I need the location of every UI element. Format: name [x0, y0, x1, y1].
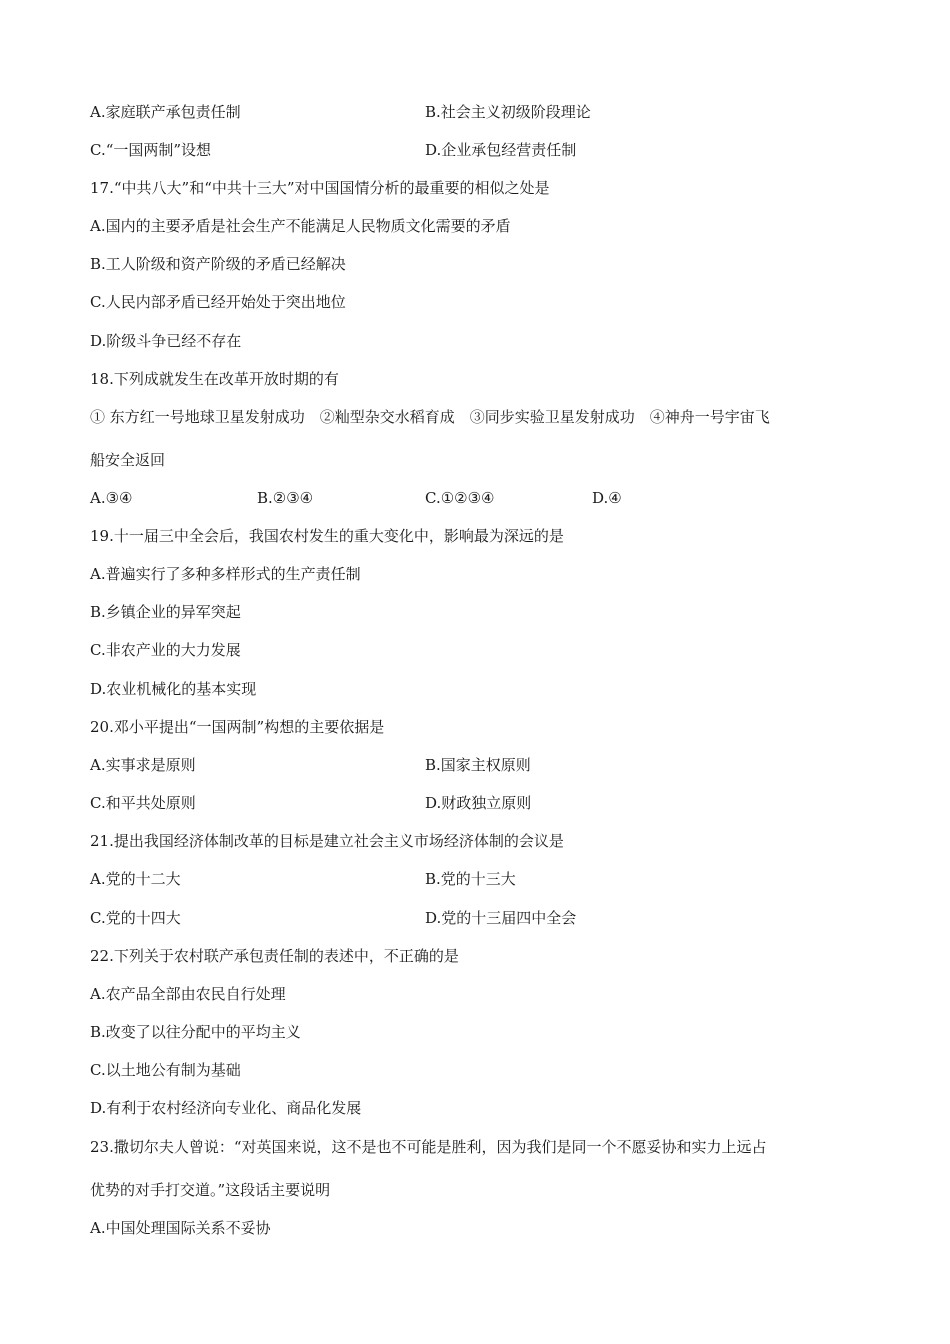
q18-items-line1: ① 东方红一号地球卫星发射成功 ②籼型杂交水稻育成 ③同步实验卫星发射成功 ④神舟一号宇宙飞 — [90, 408, 770, 426]
q18-stem: 18.下列成就发生在改革开放时期的有 — [90, 370, 339, 388]
q18-option-a: A.③④ — [90, 489, 133, 507]
q21-option-d: D.党的十三届四中全会 — [425, 909, 577, 927]
q17-option-d: D.阶级斗争已经不存在 — [90, 332, 242, 350]
q18-option-d: D.④ — [592, 489, 622, 507]
q20-stem: 20.邓小平提出“一国两制”构想的主要依据是 — [90, 718, 385, 736]
q21-option-b: B.党的十三大 — [425, 870, 516, 888]
q16-option-b: B.社会主义初级阶段理论 — [425, 103, 591, 121]
q22-option-d: D.有利于农村经济向专业化、商品化发展 — [90, 1099, 362, 1117]
q19-option-d: D.农业机械化的基本实现 — [90, 680, 257, 698]
q18-option-b: B.②③④ — [257, 489, 314, 507]
q17-stem: 17.“中共八大”和“中共十三大”对中国国情分析的最重要的相似之处是 — [90, 179, 550, 197]
q23-option-a: A.中国处理国际关系不妥协 — [90, 1219, 271, 1237]
q17-option-a: A.国内的主要矛盾是社会生产不能满足人民物质文化需要的矛盾 — [90, 217, 511, 235]
q19-stem: 19.十一届三中全会后，我国农村发生的重大变化中，影响最为深远的是 — [90, 527, 564, 545]
q20-option-a: A.实事求是原则 — [90, 756, 196, 774]
q23-stem-line2: 优势的对手打交道。”这段话主要说明 — [90, 1181, 331, 1199]
q18-option-c: C.①②③④ — [425, 489, 495, 507]
q19-option-a: A.普遍实行了多种多样形式的生产责任制 — [90, 565, 361, 583]
q18-items-line2: 船安全返回 — [90, 451, 166, 469]
q20-option-d: D.财政独立原则 — [425, 794, 532, 812]
q22-option-c: C.以土地公有制为基础 — [90, 1061, 241, 1079]
q22-stem: 22.下列关于农村联产承包责任制的表述中，不正确的是 — [90, 947, 459, 965]
q19-option-c: C.非农产业的大力发展 — [90, 641, 241, 659]
q20-option-b: B.国家主权原则 — [425, 756, 531, 774]
q19-option-b: B.乡镇企业的异军突起 — [90, 603, 241, 621]
q16-option-c: C.“一国两制”设想 — [90, 141, 212, 159]
q16-option-a: A.家庭联产承包责任制 — [90, 103, 241, 121]
q20-option-c: C.和平共处原则 — [90, 794, 196, 812]
q21-stem: 21.提出我国经济体制改革的目标是建立社会主义市场经济体制的会议是 — [90, 832, 564, 850]
q23-stem-line1: 23.撒切尔夫人曾说：“对英国来说，这不是也不可能是胜利，因为我们是同一个不愿妥协和实力上远占 — [90, 1138, 767, 1156]
q17-option-c: C.人民内部矛盾已经开始处于突出地位 — [90, 293, 346, 311]
q21-option-a: A.党的十二大 — [90, 870, 181, 888]
q17-option-b: B.工人阶级和资产阶级的矛盾已经解决 — [90, 255, 346, 273]
q21-option-c: C.党的十四大 — [90, 909, 181, 927]
q22-option-b: B.改变了以往分配中的平均主义 — [90, 1023, 301, 1041]
q22-option-a: A.农产品全部由农民自行处理 — [90, 985, 286, 1003]
q16-option-d: D.企业承包经营责任制 — [425, 141, 577, 159]
